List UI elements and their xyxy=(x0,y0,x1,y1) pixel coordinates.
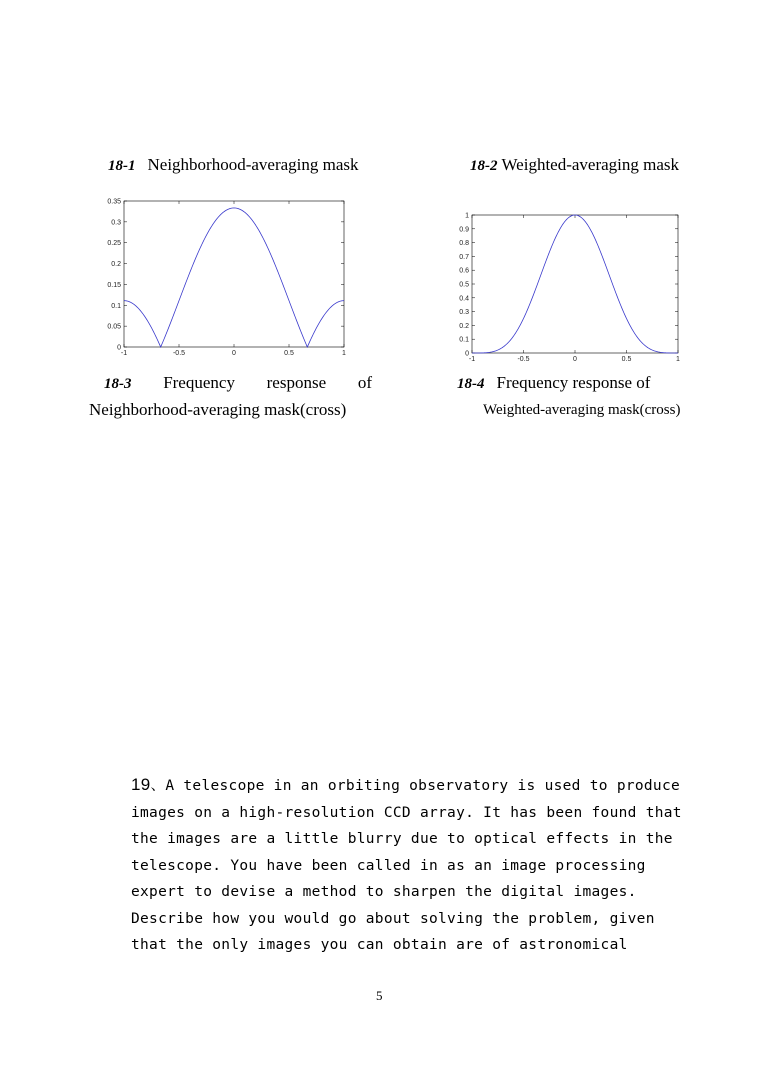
y-tick-label: 0.9 xyxy=(459,226,469,234)
x-tick-label: 0.5 xyxy=(284,350,294,357)
response-curve xyxy=(472,215,678,353)
x-tick-label: 1 xyxy=(676,356,680,363)
y-tick-label: 0.1 xyxy=(111,302,121,310)
figure-18-4-caption xyxy=(457,373,650,393)
y-tick-label: 0.35 xyxy=(107,198,121,206)
question-line: telescope. You have been called in as an image processing xyxy=(131,857,646,874)
y-tick-label: 0.4 xyxy=(459,295,469,303)
figure-18-2-caption xyxy=(470,155,679,175)
figure-18-3-caption xyxy=(104,373,372,393)
x-tick-label: -1 xyxy=(468,356,476,363)
question-19 xyxy=(131,772,682,959)
response-curve xyxy=(124,208,344,347)
y-tick-label: 1 xyxy=(465,212,469,220)
y-tick-label: 0.3 xyxy=(459,309,469,317)
y-tick-label: 0.5 xyxy=(459,281,469,289)
figure-number: 18-4 xyxy=(457,376,485,392)
question-text: A telescope in an orbiting observatory is used to produce xyxy=(165,778,681,794)
x-tick-label: 0 xyxy=(232,350,236,357)
figure-title: Neighborhood-averaging mask xyxy=(147,155,359,174)
caption-word: Frequency xyxy=(163,373,235,392)
y-tick-label: 0 xyxy=(117,344,121,352)
x-tick-label: -0.5 xyxy=(517,356,530,363)
caption-word: of xyxy=(357,373,372,392)
question-line: the images are a little blurry due to optical effects in the xyxy=(131,831,673,847)
figure-title: Weighted-averaging mask xyxy=(501,155,680,174)
x-tick-label: 1 xyxy=(342,350,346,357)
y-tick-label: 0.25 xyxy=(107,240,121,248)
y-tick-label: 0.2 xyxy=(459,322,469,330)
question-line xyxy=(131,772,682,800)
y-tick-label: 0.15 xyxy=(107,281,121,289)
figure-18-4-caption-line2: Weighted-averaging mask(cross) xyxy=(483,402,681,418)
y-tick-label: 0.1 xyxy=(459,336,469,344)
question-line: images on a high-resolution CCD array. It has been found that xyxy=(131,804,682,821)
question-line: expert to devise a method to sharpen the digital images. xyxy=(131,884,637,900)
x-tick-label: -0.5 xyxy=(172,350,186,357)
figure-title: Frequency response of xyxy=(496,373,651,392)
question-line: Describe how you would go about solving the problem, given xyxy=(131,910,655,927)
x-tick-label: 0 xyxy=(573,356,577,363)
page-number: 5 xyxy=(376,988,383,1003)
y-tick-label: 0.6 xyxy=(459,267,469,275)
caption-word: response xyxy=(266,373,327,392)
question-separator: 、 xyxy=(150,778,166,794)
y-tick-label: 0.8 xyxy=(459,240,469,248)
x-tick-label: -1 xyxy=(120,350,128,357)
y-tick-label: 0.2 xyxy=(111,261,121,269)
question-line: that the only images you can obtain are of astronomical xyxy=(131,937,628,953)
y-tick-label: 0.05 xyxy=(107,323,121,331)
y-tick-label: 0 xyxy=(465,350,469,358)
plot-frame xyxy=(124,201,344,347)
figure-number: 18-1 xyxy=(108,158,136,174)
question-number: 19 xyxy=(131,775,151,794)
plot-frame xyxy=(472,215,678,353)
frequency-response-plot-neighborhood xyxy=(100,195,355,357)
figure-number: 18-3 xyxy=(104,376,132,392)
frequency-response-plot-weighted xyxy=(450,208,685,363)
figure-18-1-caption xyxy=(108,155,359,175)
x-tick-label: 0.5 xyxy=(621,356,632,363)
figure-18-3-caption-line2: Neighborhood-averaging mask(cross) xyxy=(89,400,347,419)
figure-number: 18-2 xyxy=(470,158,498,174)
y-tick-label: 0.3 xyxy=(111,219,121,227)
y-tick-label: 0.7 xyxy=(459,253,469,261)
